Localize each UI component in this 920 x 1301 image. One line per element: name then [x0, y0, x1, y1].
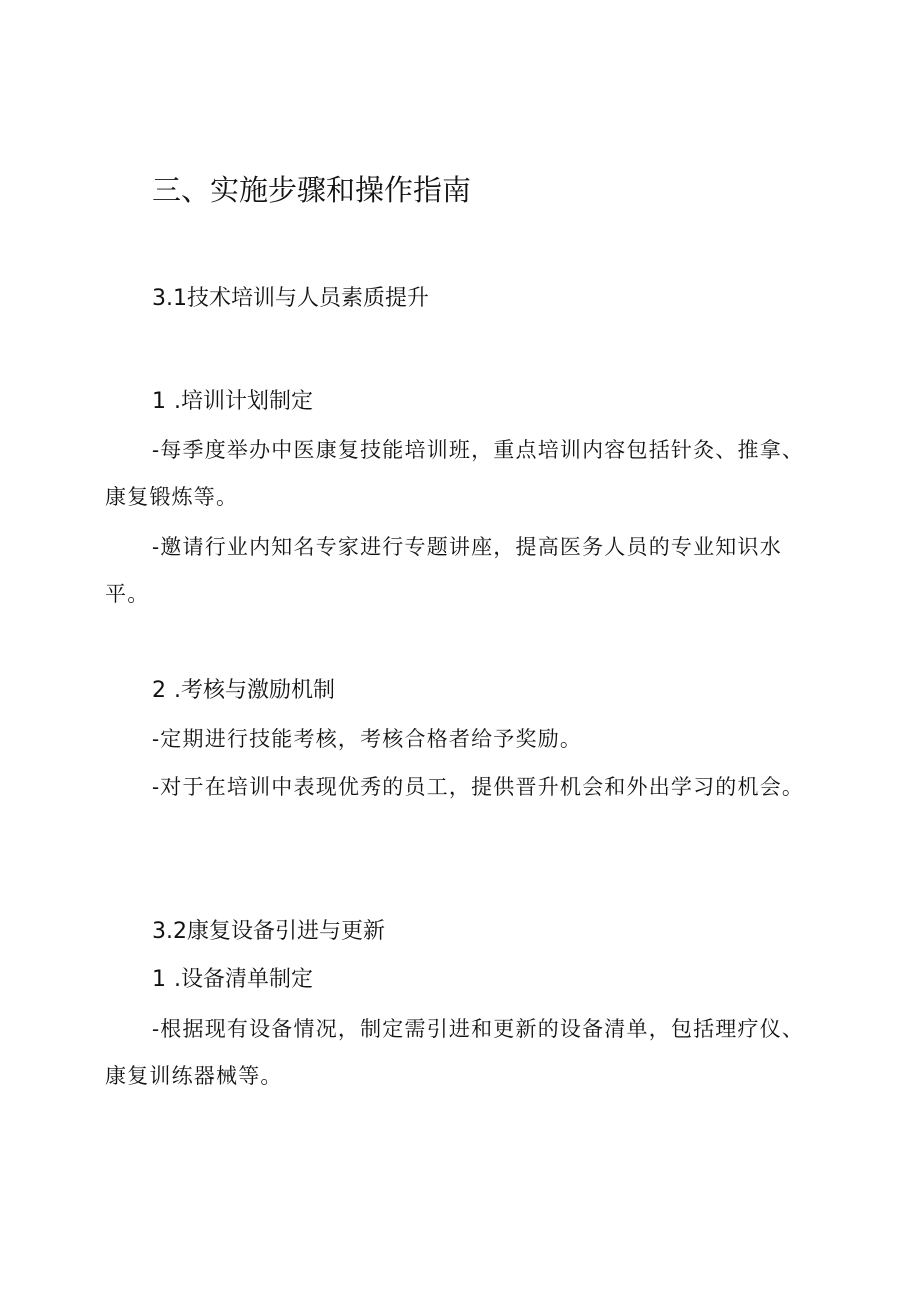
item-title: .考核与激励机制	[174, 678, 335, 703]
section-title: 三、实施步骤和操作指南	[152, 173, 472, 207]
subsection-title-3-2: 3.2康复设备引进与更新	[152, 919, 385, 944]
item-number: 1	[152, 967, 166, 992]
item-heading-training-plan	[152, 386, 313, 418]
item-title: .培训计划制定	[174, 389, 313, 414]
subsection-title-3-1: 3.1技术培训与人员素质提升	[152, 286, 429, 311]
item-title: .设备清单制定	[174, 967, 313, 992]
item-heading-assessment	[152, 675, 335, 707]
paragraph-training-courses: -每季度举办中医康复技能培训班，重点培训内容包括针灸、推拿、康复锻炼等。	[105, 438, 805, 509]
paragraph-promotion-opportunities: -对于在培训中表现优秀的员工，提供晋升机会和外出学习的机会。	[152, 775, 805, 799]
item-number: 2	[152, 678, 166, 703]
item-heading-equipment-list	[152, 964, 313, 996]
item-number: 1	[152, 389, 166, 414]
paragraph-equipment-list: -根据现有设备情况，制定需引进和更新的设备清单，包括理疗仪、康复训练器械等。	[105, 1017, 805, 1088]
paragraph-expert-lectures: -邀请行业内知名专家进行专题讲座，提高医务人员的专业知识水平。	[105, 535, 782, 606]
paragraph-skill-assessment: -定期进行技能考核，考核合格者给予奖励。	[152, 727, 583, 751]
